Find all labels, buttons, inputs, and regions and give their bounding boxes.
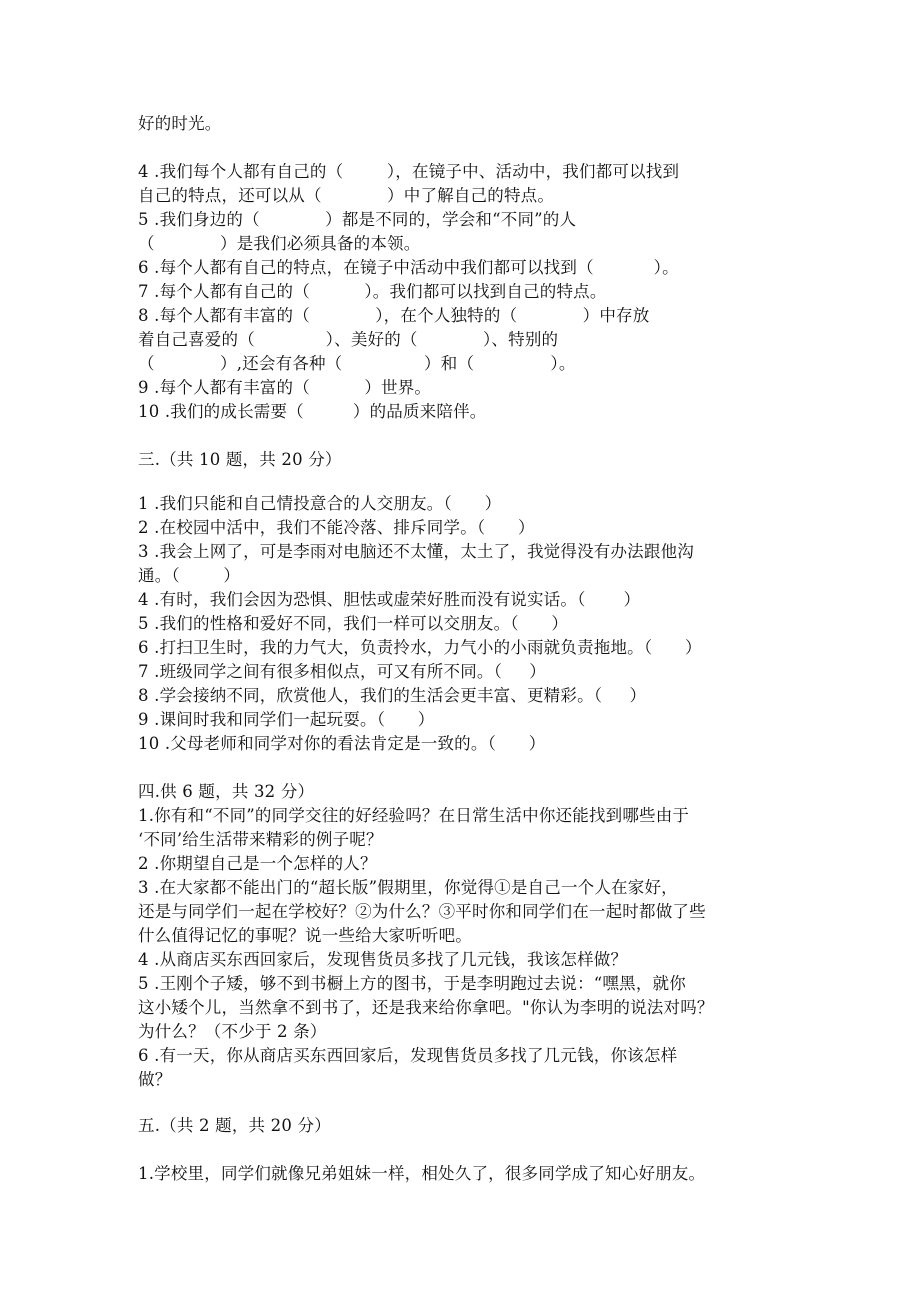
question-4-line-2: 自己的特点，还可以从（ ）中了解自己的特点。 bbox=[138, 186, 555, 205]
question-6: 6 .每个人都有自己的特点，在镜子中活动中我们都可以找到（ ）。 bbox=[138, 258, 679, 277]
question-7: 7 .每个人都有自己的（ ）。我们都可以找到自己的特点。 bbox=[138, 282, 607, 301]
tf-question-4: 4 .有时，我们会因为恐惧、胆怯或虚荣好胜而没有说实话。（ ） bbox=[138, 590, 641, 609]
tf-question-3-line-2: 通。（ ） bbox=[138, 566, 241, 585]
tf-question-9: 9 .课间时我和同学们一起玩耍。（ ） bbox=[138, 710, 435, 729]
question-5-line-2: （ ）是我们必须具备的本领。 bbox=[138, 234, 421, 253]
tf-question-3-line-1: 3 .我会上网了，可是李雨对电脑还不太懂，太土了，我觉得没有办法跟他沟 bbox=[138, 542, 694, 561]
essay-question-3-line-2: 还是与同学们一起在学校好？②为什么？③平时你和同学们在一起时都做了些 bbox=[138, 902, 706, 921]
question-9: 9 .每个人都有丰富的（ ）世界。 bbox=[138, 378, 432, 397]
tf-question-2: 2 .在校园中活中，我们不能冷落、排斥同学。（ ） bbox=[138, 518, 535, 537]
question-4-line-1: 4 .我们每个人都有自己的（ ），在镜子中、活动中，我们都可以找到 bbox=[138, 162, 680, 181]
text-line: 好的时光。 bbox=[138, 114, 222, 133]
essay-question-3-line-1: 3 .在大家都不能出门的“超长版”假期里，你觉得①是自己一个人在家好， bbox=[138, 878, 678, 897]
question-8-line-2: 着自己喜爱的（ ）、美好的（ ）、特别的 bbox=[138, 330, 559, 349]
tf-question-5: 5 .我们的性格和爱好不同，我们一样可以交朋友。（ ） bbox=[138, 614, 569, 633]
question-8-line-1: 8 .每个人都有丰富的（ ），在个人独特的（ ）中存放 bbox=[138, 306, 650, 325]
question-5-line-1: 5 .我们身边的（ ）都是不同的，学会和“不同”的人 bbox=[138, 210, 577, 229]
tf-question-1: 1 .我们只能和自己情投意合的人交朋友。（ ） bbox=[138, 494, 502, 513]
essay-question-6-line-1: 6 .有一天，你从商店买东西回家后，发现售货员多找了几元钱，你该怎样 bbox=[138, 1046, 678, 1065]
essay-question-1-line-2: ‘不同’给生活带来精彩的例子呢？ bbox=[138, 830, 383, 849]
essay-question-5-line-1: 5 .王刚个子矮，够不到书橱上方的图书，于是李明跑过去说：“嘿黑，就你 bbox=[138, 974, 686, 993]
tf-question-8: 8 .学会接纳不同，欣赏他人，我们的生活会更丰富、更精彩。（ ） bbox=[138, 686, 647, 705]
section-4-heading: 四.供 6 题，共 32 分） bbox=[138, 782, 315, 801]
essay-question-2: 2 .你期望自己是一个怎样的人？ bbox=[138, 854, 377, 873]
essay-question-1-line-1: 1.你有和“不同”的同学交往的好经验吗？在日常生活中你还能找到哪些由于 bbox=[138, 806, 690, 825]
essay-question-5-line-2: 这小矮个儿，当然拿不到书了，还是我来给你拿吧。"你认为李明的说法对吗？ bbox=[138, 998, 714, 1017]
tf-question-7: 7 .班级同学之间有很多相似点，可又有所不同。（ ） bbox=[138, 662, 546, 681]
essay-question-4: 4 .从商店买东西回家后，发现售货员多找了几元钱，我该怎样做？ bbox=[138, 950, 628, 969]
section-5-heading: 五.（共 2 题，共 20 分） bbox=[138, 1116, 331, 1135]
final-question-1: 1.学校里，同学们就像兄弟姐妹一样，相处久了，很多同学成了知心好朋友。 bbox=[138, 1164, 706, 1183]
essay-question-5-line-3: 为什么？（不少于 2 条） bbox=[138, 1022, 327, 1041]
tf-question-6: 6 .打扫卫生时，我的力气大，负责拎水，力气小的小雨就负责拖地。（ ） bbox=[138, 638, 702, 657]
question-10: 10 .我们的成长需要（ ）的品质来陪伴。 bbox=[138, 402, 487, 421]
tf-question-10: 10 .父母老师和同学对你的看法肯定是一致的。（ ） bbox=[138, 734, 546, 753]
question-8-line-3: （ ）,还会有各种（ ）和（ ）。 bbox=[138, 354, 576, 373]
essay-question-6-line-2: 做？ bbox=[138, 1070, 172, 1089]
essay-question-3-line-3: 什么值得记忆的事呢？说一些给大家听听吧。 bbox=[138, 926, 472, 945]
section-3-heading: 三.（共 10 题，共 20 分） bbox=[138, 450, 342, 469]
